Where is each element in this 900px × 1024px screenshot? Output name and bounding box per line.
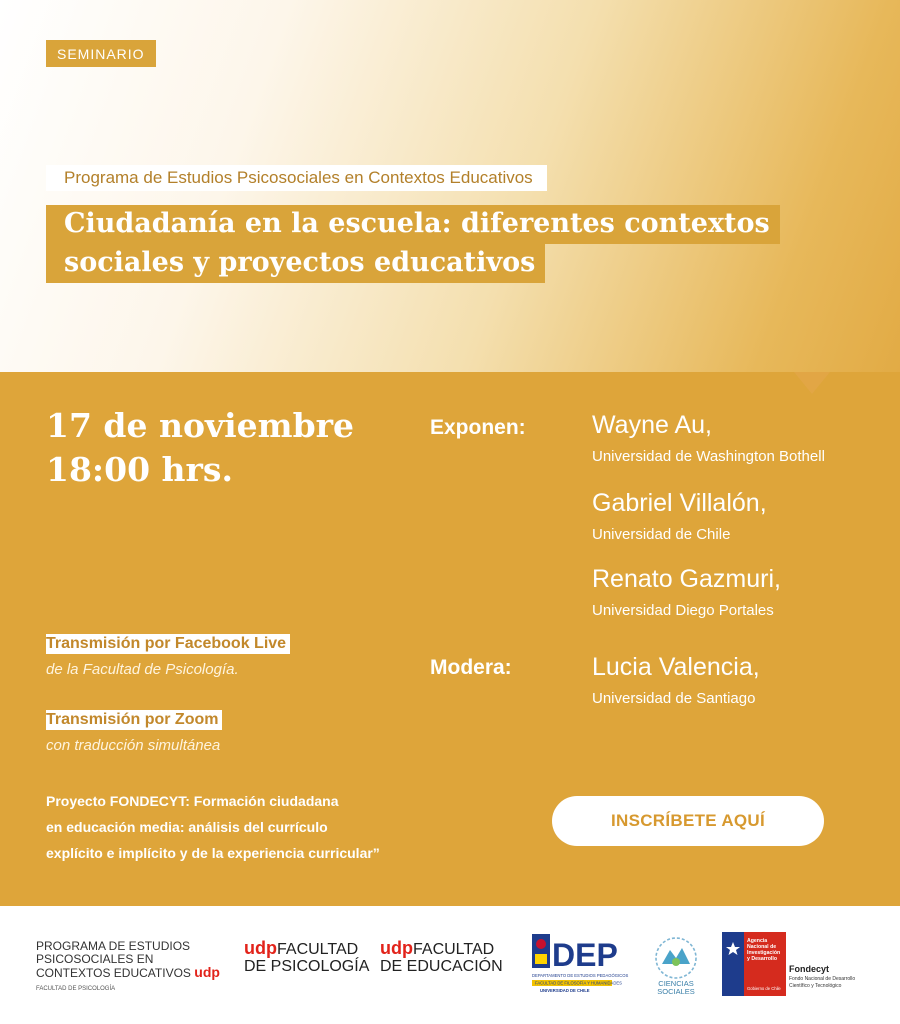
dep-logo [530, 932, 629, 994]
speaker-affiliation: Universidad de Washington Bothell [592, 448, 825, 465]
fondecyt-logo [722, 932, 872, 996]
project-line2: en educación media: análisis del currículo [46, 819, 328, 835]
udp-psicologia-line1: FACULTAD [277, 941, 359, 958]
stream-facebook [46, 634, 290, 678]
footer-logos [0, 906, 900, 1024]
agency-line4: y Desarrollo [747, 956, 777, 962]
event-time: 18:00 hrs. [46, 450, 233, 489]
fondecyt-name: Fondecyt [789, 964, 830, 974]
speakers-label: Exponen: [430, 416, 526, 439]
dep-line1: DEPARTAMENTO DE ESTUDIOS PEDAGÓGICOS [532, 973, 629, 978]
speaker-name: Wayne Au, [592, 411, 712, 439]
event-datetime [46, 404, 354, 492]
project-line3: explícito e implícito y de la experiencia curricular” [46, 845, 380, 861]
dep-line2: FACULTAD DE FILOSOFÍA Y HUMANIDADES [535, 980, 622, 986]
speaker-3 [592, 564, 781, 622]
event-title [46, 205, 780, 283]
fondecyt-desc2: Científico y Tecnológico [789, 983, 842, 989]
seminar-badge: SEMINARIO [46, 40, 156, 67]
program-logo-line2: PSICOSOCIALES EN [36, 952, 154, 966]
udp-psicologia-logo [244, 940, 369, 975]
ciencias-dot-icon [672, 958, 680, 966]
udp-brand: udp [194, 964, 220, 980]
dep-shield-dot [536, 939, 546, 949]
speaker-1 [592, 410, 825, 468]
speech-notch [794, 372, 830, 394]
dep-shield-band [535, 954, 547, 964]
moderator-label: Modera: [430, 656, 512, 679]
register-button[interactable]: INSCRÍBETE AQUÍ [552, 796, 824, 846]
fondecyt-desc1: Fondo Nacional de Desarrollo [789, 976, 856, 982]
stream-zoom-title: Transmisión por Zoom [46, 710, 222, 730]
speaker-name: Renato Gazmuri, [592, 565, 781, 593]
ciencias-sociales-logo [646, 934, 706, 996]
project-description [46, 788, 446, 866]
stream-facebook-subtitle: de la Facultad de Psicología. [46, 661, 239, 678]
ciencias-line1: CIENCIAS [658, 979, 694, 988]
udp-educacion-line1: FACULTAD [413, 941, 495, 958]
agency-line1: Agencia [747, 938, 768, 944]
event-title-line1: Ciudadanía en la escuela: diferentes contextos [46, 205, 780, 244]
event-title-line2: sociales y proyectos educativos [46, 244, 545, 283]
gov-blue-band [722, 932, 744, 996]
dep-line3: UNIVERSIDAD DE CHILE [540, 988, 590, 993]
moderator-name: Lucia Valencia, [592, 653, 760, 681]
agency-line2: Nacional de [747, 944, 777, 950]
udp-educacion-logo [380, 940, 503, 975]
moderator-affiliation: Universidad de Santiago [592, 690, 756, 707]
program-logo-line3: CONTEXTOS EDUCATIVOS [36, 966, 191, 980]
event-date: 17 de noviembre [46, 406, 355, 445]
gov-label: Gobierno de Chile [747, 986, 781, 991]
udp-brand: udp [380, 938, 413, 958]
speaker-name: Gabriel Villalón, [592, 489, 767, 517]
speaker-affiliation: Universidad Diego Portales [592, 602, 774, 619]
speaker-affiliation: Universidad de Chile [592, 526, 731, 543]
dep-letters: DEP [552, 937, 618, 973]
agency-line3: Investigación [747, 950, 781, 956]
program-logo [36, 940, 220, 996]
udp-brand: udp [244, 938, 277, 958]
stream-zoom [46, 710, 222, 754]
stream-facebook-title: Transmisión por Facebook Live [46, 634, 290, 654]
moderator [592, 652, 760, 710]
program-name: Programa de Estudios Psicosociales en Contextos Educativos [46, 165, 547, 191]
ciencias-line2: SOCIALES [657, 987, 695, 996]
stream-zoom-subtitle: con traducción simultánea [46, 737, 221, 754]
program-logo-faculty: FACULTAD DE PSICOLOGÍA [36, 986, 116, 992]
udp-educacion-line2: DE EDUCACIÓN [380, 958, 503, 975]
udp-psicologia-line2: DE PSICOLOGÍA [244, 958, 370, 975]
project-line1: Proyecto FONDECYT: Formación ciudadana [46, 793, 339, 809]
program-logo-line1: PROGRAMA DE ESTUDIOS [36, 939, 191, 953]
speaker-2 [592, 488, 767, 546]
